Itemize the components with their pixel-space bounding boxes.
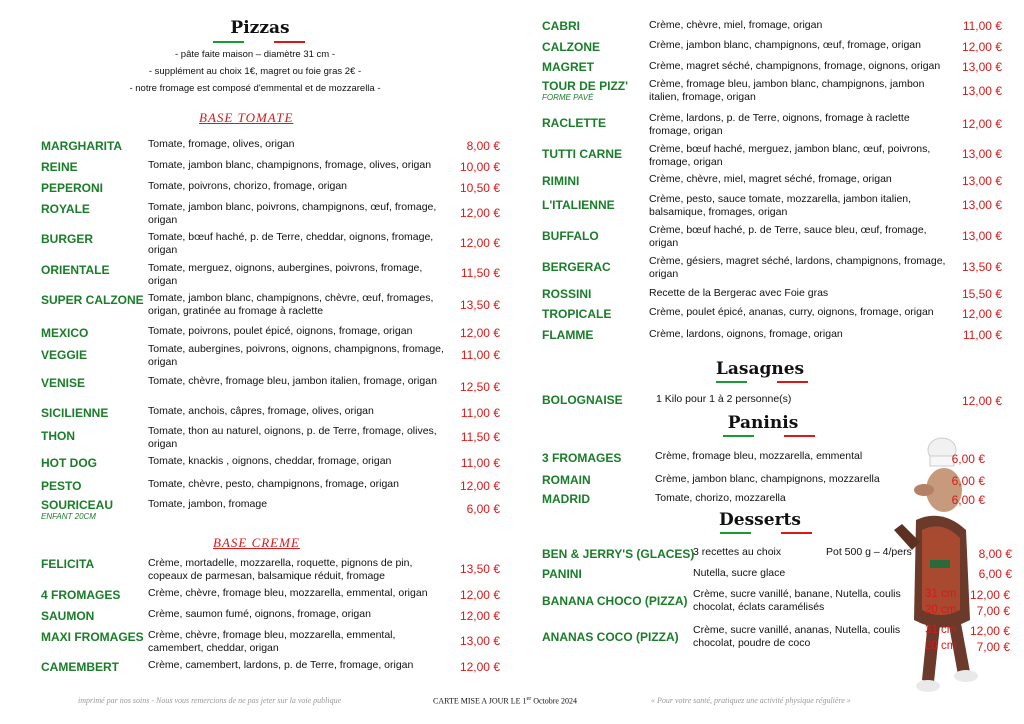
menu-item-name: ORIENTALE [41, 263, 110, 277]
menu-item-price: 13,00 € [961, 229, 1002, 243]
menu-item-description: 1 Kilo pour 1 à 2 personne(s) [656, 393, 792, 405]
dessert-price: 7,00 € [976, 640, 1010, 654]
menu-item-description: Tomate, poivrons, poulet épicé, oignons, fromage, origan [148, 325, 413, 337]
menu-item-description: Crème, chèvre, miel, fromage, origan [649, 19, 823, 31]
dessert-extra: Pot 500 g – 4/pers [826, 546, 912, 558]
menu-item-price: 13,00 € [459, 634, 500, 648]
menu-item-name: PEPERONI [41, 181, 104, 195]
menu-item-description: Recette de la Bergerac avec Foie gras [649, 287, 829, 299]
desserts-title: Desserts [719, 510, 801, 530]
menu-item-name: MADRID [542, 492, 590, 506]
menu-item-description: Tomate, anchois, câpres, fromage, olives, origan [148, 405, 374, 417]
menu-item-name: TROPICALE [542, 307, 612, 321]
menu-item-description: Tomate, thon au naturel, oignons, p. de Terre, fromage, olives, origan [148, 425, 437, 450]
menu-item-price: 12,00 € [961, 394, 1002, 408]
paninis-title: Paninis [727, 413, 799, 433]
menu-item-name: THON [41, 429, 75, 443]
italian-flag-underline [213, 41, 305, 43]
dessert-price: 12,00 € [969, 624, 1010, 638]
menu-item-name: CALZONE [542, 40, 600, 54]
base-creme-heading: BASE CREME [213, 535, 300, 550]
menu-item-description: Tomate, bœuf haché, p. de Terre, cheddar, oignons, fromage, origan [148, 231, 434, 256]
dessert-description: 3 recettes au choix [693, 546, 782, 558]
dessert-name: ANANAS COCO (PIZZA) [542, 630, 679, 644]
menu-item-price: 10,50 € [459, 181, 500, 195]
menu-item-price: 6,00 € [951, 452, 985, 466]
menu-item-description: Crème, fromage bleu, mozzarella, emmental [655, 450, 863, 462]
menu-item-name: BOLOGNAISE [542, 393, 623, 407]
menu-item-description: Tomate, chèvre, fromage bleu, jambon italien, fromage, origan [148, 375, 437, 387]
menu-item-name: HOT DOG [41, 456, 97, 470]
menu-item-price: 15,50 € [961, 287, 1002, 301]
dessert-description: Crème, sucre vanillé, ananas, Nutella, coulis chocolat, poudre de coco [693, 624, 901, 649]
dessert-price: 6,00 € [978, 567, 1012, 581]
menu-item-name: BURGER [41, 232, 94, 246]
menu-item-name: PESTO [41, 479, 82, 493]
menu-item-name: SICILIENNE [41, 406, 109, 420]
lasagnes-title: Lasagnes [715, 359, 805, 379]
menu-item-description: Tomate, merguez, oignons, aubergines, poivrons, fromage, origan [148, 262, 423, 287]
menu-item-description: Crème, fromage bleu, jambon blanc, champignons, jambon italien, fromage, origan [649, 78, 925, 103]
dessert-size: 31 cm [925, 624, 957, 636]
menu-item-price: 8,00 € [466, 139, 500, 153]
footer-right: « Pour votre santé, pratiquez une activité physique régulière » [651, 696, 851, 705]
footer-left: imprimé par nos soins - Nous vous remercions de ne pas jeter sur la voie publique [78, 696, 342, 705]
menu-item-price: 13,50 € [459, 298, 500, 312]
dessert-name: BANANA CHOCO (PIZZA) [542, 594, 688, 608]
dessert-description: Nutella, sucre glace [693, 567, 786, 579]
menu-item-name: MAGRET [542, 60, 594, 74]
menu-item-price: 12,00 € [961, 117, 1002, 131]
menu-item-description: Crème, chèvre, fromage bleu, mozzarella, emmental, origan [148, 587, 428, 599]
menu-item-description: Tomate, jambon blanc, champignons, chèvre, œuf, fromages, origan, gratinée au fromage à raclette [148, 292, 434, 317]
menu-item-description: Crème, chèvre, fromage bleu, mozzarella, emmental, camembert, cheddar, origan [148, 629, 396, 654]
menu-item-description: Crème, bœuf haché, p. de Terre, sauce bleu, œuf, fromage, origan [649, 224, 927, 249]
menu-item-price: 13,50 € [961, 260, 1002, 274]
menu-item-price: 12,00 € [459, 588, 500, 602]
menu-item-price: 6,00 € [951, 474, 985, 488]
menu-item-name: CABRI [542, 19, 580, 33]
menu-item-price: 11,00 € [962, 19, 1002, 33]
pizza-note: - notre fromage est composé d'emmental et de mozzarella - [129, 83, 381, 94]
menu-item-price: 12,00 € [961, 307, 1002, 321]
menu-item-price: 13,50 € [459, 562, 500, 576]
menu-item-description: Tomate, poivrons, chorizo, fromage, origan [148, 180, 348, 192]
menu-item-price: 11,00 € [460, 348, 500, 362]
dessert-price: 8,00 € [978, 547, 1012, 561]
dessert-size: 20 cm [925, 604, 957, 616]
menu-item-description: Tomate, knackis , oignons, cheddar, fromage, origan [148, 455, 392, 467]
menu-item-description: Crème, jambon blanc, champignons, mozzarella [655, 473, 880, 485]
menu-item-description: Crème, camembert, lardons, p. de Terre, fromage, origan [148, 659, 414, 671]
menu-item-name: VEGGIE [41, 348, 88, 362]
menu-item-description: Crème, lardons, p. de Terre, oignons, fromage à raclette fromage, origan [649, 112, 910, 137]
menu-item-description: Crème, jambon blanc, champignons, œuf, fromage, origan [649, 39, 921, 51]
menu-item-description: Tomate, fromage, olives, origan [148, 138, 295, 150]
menu-item-price: 10,00 € [459, 160, 500, 174]
menu-item-name: ROMAIN [542, 473, 591, 487]
dessert-size: 31 cm [925, 588, 957, 600]
menu-item-price: 13,00 € [961, 198, 1002, 212]
menu-item-description: Crème, chèvre, miel, magret séché, fromage, origan [649, 173, 892, 185]
menu-item-subtitle: ENFANT 20CM [41, 512, 96, 521]
footer-update-date: CARTE MISE A JOUR LE 1er Octobre 2024 [433, 696, 577, 706]
menu-item-name: SUPER CALZONE [41, 293, 144, 307]
menu-item-description: Tomate, chèvre, pesto, champignons, fromage, origan [148, 478, 399, 490]
menu-item-price: 6,00 € [951, 493, 985, 507]
menu-item-price: 11,00 € [962, 328, 1002, 342]
italian-flag-underline [716, 381, 808, 383]
menu-item-name: RACLETTE [542, 116, 606, 130]
italian-flag-underline [720, 532, 812, 534]
menu-item-name: BERGERAC [542, 260, 611, 274]
dessert-size: 20 cm [925, 640, 957, 652]
menu-item-price: 12,00 € [459, 479, 500, 493]
menu-item-name: FLAMME [542, 328, 594, 342]
menu-item-price: 12,00 € [459, 660, 500, 674]
menu-item-name: TUTTI CARNE [542, 147, 622, 161]
dessert-name: BEN & JERRY'S (GLACES) [542, 547, 695, 561]
menu-item-description: Crème, mortadelle, mozzarella, roquette, pignons de pin, copeaux de parmesan, balsamique réduit, fromage [148, 557, 413, 582]
menu-item-subtitle: FORME PAVÉ [542, 93, 594, 102]
menu-item-name: 3 FROMAGES [542, 451, 622, 465]
menu-item-price: 12,00 € [459, 236, 500, 250]
menu-item-description: Crème, pesto, sauce tomate, mozzarella, jambon italien, balsamique, fromages, origan [649, 193, 912, 218]
menu-item-name: SOURICEAU [41, 498, 114, 512]
menu-item-name: 4 FROMAGES [41, 588, 121, 602]
menu-item-name: ROYALE [41, 202, 90, 216]
menu-item-name: VENISE [41, 376, 86, 390]
base-tomate-heading: BASE TOMATE [199, 110, 294, 125]
menu-item-price: 12,00 € [459, 206, 500, 220]
menu-item-name: REINE [41, 160, 78, 174]
menu-item-price: 11,50 € [460, 430, 500, 444]
pizza-note: - pâte faite maison – diamètre 31 cm - [175, 49, 335, 60]
menu-item-description: Crème, bœuf haché, merguez, jambon blanc, œuf, poivrons, fromage, origan [649, 143, 931, 168]
menu-item-description: Tomate, jambon, fromage [148, 498, 268, 510]
menu-item-price: 13,00 € [961, 147, 1002, 161]
menu-item-name: TOUR DE PIZZ' [542, 79, 628, 93]
menu-item-price: 13,00 € [961, 84, 1002, 98]
menu-item-name: ROSSINI [542, 287, 592, 301]
menu-item-price: 13,00 € [961, 174, 1002, 188]
menu-item-price: 6,00 € [466, 502, 500, 516]
italian-flag-underline [723, 435, 815, 437]
menu-item-description: Tomate, jambon blanc, poivrons, champignons, œuf, fromage, origan [148, 201, 437, 226]
menu-item-description: Crème, poulet épicé, ananas, curry, oignons, fromage, origan [649, 306, 934, 318]
menu-item-name: SAUMON [41, 609, 95, 623]
menu-item-name: MEXICO [41, 326, 89, 340]
pizza-note: - supplément au choix 1€, magret ou foie gras 2€ - [148, 66, 362, 77]
menu-item-price: 12,00 € [961, 40, 1002, 54]
menu-item-price: 12,00 € [459, 326, 500, 340]
menu-item-name: L'ITALIENNE [542, 198, 615, 212]
menu-item-description: Crème, saumon fumé, oignons, fromage, origan [148, 608, 371, 620]
menu-item-name: CAMEMBERT [41, 660, 119, 674]
menu-item-description: Crème, magret séché, champignons, fromage, oignons, origan [649, 60, 941, 72]
menu-item-description: Tomate, jambon blanc, champignons, fromage, olives, origan [148, 159, 432, 171]
menu-item-name: MARGHARITA [41, 139, 123, 153]
pizzas-title: Pizzas [230, 18, 290, 38]
menu-item-price: 11,50 € [460, 266, 500, 280]
menu-item-name: FELICITA [41, 557, 95, 571]
menu-item-name: RIMINI [542, 174, 580, 188]
dessert-description: Crème, sucre vanillé, banane, Nutella, coulis chocolat, éclats caramélisés [693, 588, 901, 613]
dessert-price: 12,00 € [969, 588, 1010, 602]
menu-item-price: 12,50 € [459, 380, 500, 394]
dessert-name: PANINI [542, 567, 582, 581]
dessert-price: 7,00 € [976, 604, 1010, 618]
menu-item-price: 11,00 € [460, 456, 500, 470]
menu-item-description: Tomate, aubergines, poivrons, oignons, champignons, fromage, origan [148, 343, 444, 368]
menu-item-price: 11,00 € [460, 406, 500, 420]
menu-item-description: Tomate, chorizo, mozzarella [655, 492, 786, 504]
menu-item-name: BUFFALO [542, 229, 599, 243]
menu-item-description: Crème, lardons, oignons, fromage, origan [649, 328, 843, 340]
menu-item-price: 12,00 € [459, 609, 500, 623]
menu-item-name: MAXI FROMAGES [41, 630, 144, 644]
menu-item-price: 13,00 € [961, 60, 1002, 74]
menu-item-description: Crème, gésiers, magret séché, lardons, champignons, fromage, origan [649, 255, 946, 280]
